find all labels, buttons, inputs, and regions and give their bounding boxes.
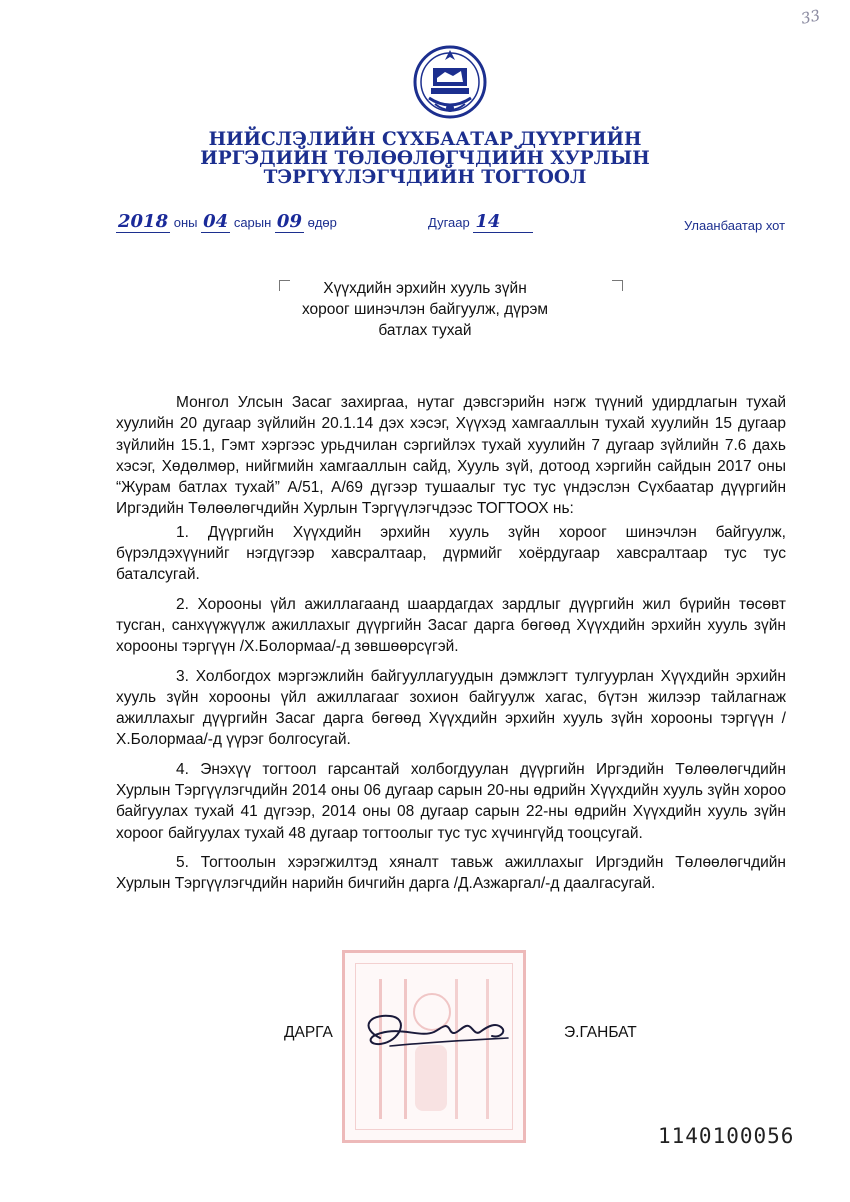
date-month-suffix: сарын <box>233 215 272 230</box>
header-line-2: ИРГЭДИЙН ТӨЛӨӨЛӨГЧДИЙН ХУРЛЫН <box>200 148 650 169</box>
number-value: 14 <box>473 211 533 233</box>
subject-line-1: Хүүхдийн эрхийн хууль зүйн <box>323 280 527 297</box>
seal-center-mark <box>415 1045 447 1111</box>
document-id-number: 1140100056 <box>658 1124 795 1148</box>
number-label: Дугаар <box>428 215 470 230</box>
resolution-item-3: 3. Холбогдох мэргэжлийн байгууллагуудын дэмжлэгт тулгуурлан Хүүхдийн эрхийн хууль зүйн хорооны үйл ажиллагааг зохион байгуулж хагас, бүтэн жилээр тайлагнаж ажиллахыг дүүргийн Засаг дарга бөгөөд Хүүхдийн эрхийн хууль зүйн хорооны тэргүүн /Х.Болормаа/-д үүрэг болгосугай. <box>116 667 786 749</box>
signatory-role: ДАРГА <box>284 1024 333 1041</box>
subject-line-2: хороог шинэчлэн байгуулж, дүрэм <box>301 301 549 318</box>
header-line-3: ТЭРГҮҮЛЭГЧДИЙН ТОГТООЛ <box>263 167 587 188</box>
handwritten-signature-icon <box>350 1008 520 1054</box>
resolution-item-1: 1. Дүүргийн Хүүхдийн эрхийн хууль зүйн хороог шинэчлэн байгуулж, бүрэлдэхүүнийг нэгдүгээр хавсралтаар, дүрмийг хоёрдугаар хавсралтаар тус тус баталсугай. <box>116 523 786 584</box>
document-number <box>428 211 533 233</box>
date-day: 09 <box>276 211 302 232</box>
issue-city: Улаанбаатар хот <box>684 218 786 233</box>
date-month: 04 <box>203 211 229 232</box>
resolution-body <box>116 392 786 903</box>
resolution-item-4: 4. Энэхүү тогтоол гарсантай холбогдуулан дүүргийн Иргэдийн Төлөөлөгчдийн Хурлын Тэргүүлэгчдийн 2014 оны 06 дугаар сарын 20-ны өдрийн Хүүхдийн хууль зүйн хороо байгуулах тухай 41 дүгээр, 2014 оны 08 дугаар сарын 22-ны өдрийн Хүүхдийн хууль зүйн хороог байгуулах тухай 48 дугаар тогтоолыг тус тус хүчингүйд тооцсугай. <box>116 760 786 842</box>
resolution-item-5: 5. Тогтоолын хэрэгжилтэд хяналт тавьж ажиллахыг Иргэдийн Төлөөлөгчдийн Хурлын Тэргүүлэгчдийн нарийн бичгийн дарга /Д.Азжаргал/-д даалгасугай. <box>116 853 786 893</box>
issue-date <box>116 211 337 233</box>
date-day-suffix: өдөр <box>307 215 337 230</box>
issuing-authority-header <box>0 130 850 187</box>
date-year: 2018 <box>118 211 169 232</box>
state-emblem-icon <box>411 42 489 124</box>
subject-line-3: батлах тухай <box>378 322 472 339</box>
resolution-subject <box>0 278 850 341</box>
date-year-suffix: оны <box>173 215 198 230</box>
document-meta <box>0 213 850 243</box>
signatory-name: Э.ГАНБАТ <box>564 1024 637 1041</box>
resolution-item-2: 2. Хорооны үйл ажиллагаанд шаардагдах зардлыг дүүргийн жил бүрийн төсөвт тусган, санхүүжүүлж ажиллахыг дүүргийн Засаг дарга бөгөөд Хүүхдийн эрхийн хууль зүйн хорооны тэргүүн /Х.Болормаа/-д зөвшөөрсүгэй. <box>116 595 786 656</box>
page-number: 33 <box>799 6 822 28</box>
preamble-paragraph: Монгол Улсын Засаг захиргаа, нутаг дэвсгэрийн нэгж түүний удирдлагын тухай хуулийн 20 дугаар зүйлийн 20.1.14 дэх хэсэг, Хүүхэд хамгааллын тухай хуулийн 15 дугаар зүйлийн 15.1, Гэмт хэргээс урьдчилан сэргийлэх тухай хуулийн 7 дугаар зүйлийн 7.6 дахь хэсэг, Хөдөлмөр, нийгмийн хамгааллын сайд, Хууль зүй, дотоод хэргийн сайдын 2017 оны “Журам батлах тухай” А/51, А/69 дүгээр тушаалыг тус тус үндэслэн Сүхбаатар дүүргийн Иргэдийн Төлөөлөгчдийн Хурлын Тэргүүлэгчдээс ТОГТООХ нь: <box>116 394 786 518</box>
header-line-1: НИЙСЛЭЛИЙН СҮХБААТАР ДҮҮРГИЙН <box>208 129 642 150</box>
